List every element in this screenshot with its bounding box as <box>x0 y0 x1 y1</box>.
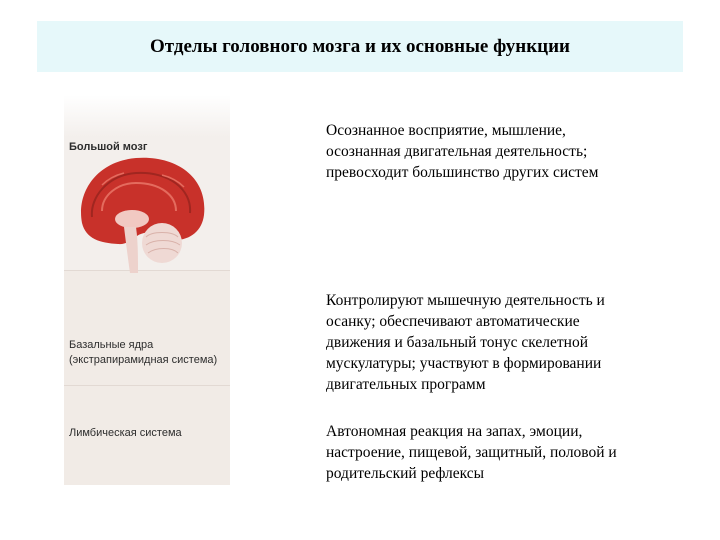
desc-basal-line: мускулатуры; участвуют в формировании <box>326 355 602 372</box>
label-limbic: Лимбическая система <box>69 427 182 439</box>
desc-basal-line: двигательных программ <box>326 376 486 393</box>
desc-basal <box>326 290 671 395</box>
label-basal-2: (экстрапирамидная система) <box>69 354 218 366</box>
desc-basal-line: Контролируют мышечную деятельность и <box>326 292 605 309</box>
desc-limbic <box>326 421 671 484</box>
desc-cerebrum-line: Осознанное восприятие, мышление, <box>326 122 566 139</box>
desc-limbic-line: настроение, пищевой, защитный, половой и <box>326 444 617 461</box>
brain-figure <box>64 95 230 485</box>
desc-cerebrum-line: превосходит большинство других систем <box>326 164 599 181</box>
desc-basal-line: осанку; обеспечивают автоматические <box>326 313 580 330</box>
label-basal-1: Базальные ядра <box>69 339 154 351</box>
figure-fade <box>64 95 230 137</box>
desc-cerebrum <box>326 120 671 183</box>
basal-panel <box>64 270 230 386</box>
desc-limbic-line: родительский рефлексы <box>326 465 485 482</box>
cerebrum-image <box>72 145 222 275</box>
label-cerebrum: Большой мозг <box>69 141 148 153</box>
desc-basal-line: движения и базальный тонус скелетной <box>326 334 588 351</box>
desc-limbic-line: Автономная реакция на запах, эмоции, <box>326 423 583 440</box>
page-title: Отделы головного мозга и их основные функции <box>150 35 570 57</box>
desc-cerebrum-line: осознанная двигательная деятельность; <box>326 143 588 160</box>
title-bar <box>37 21 683 72</box>
